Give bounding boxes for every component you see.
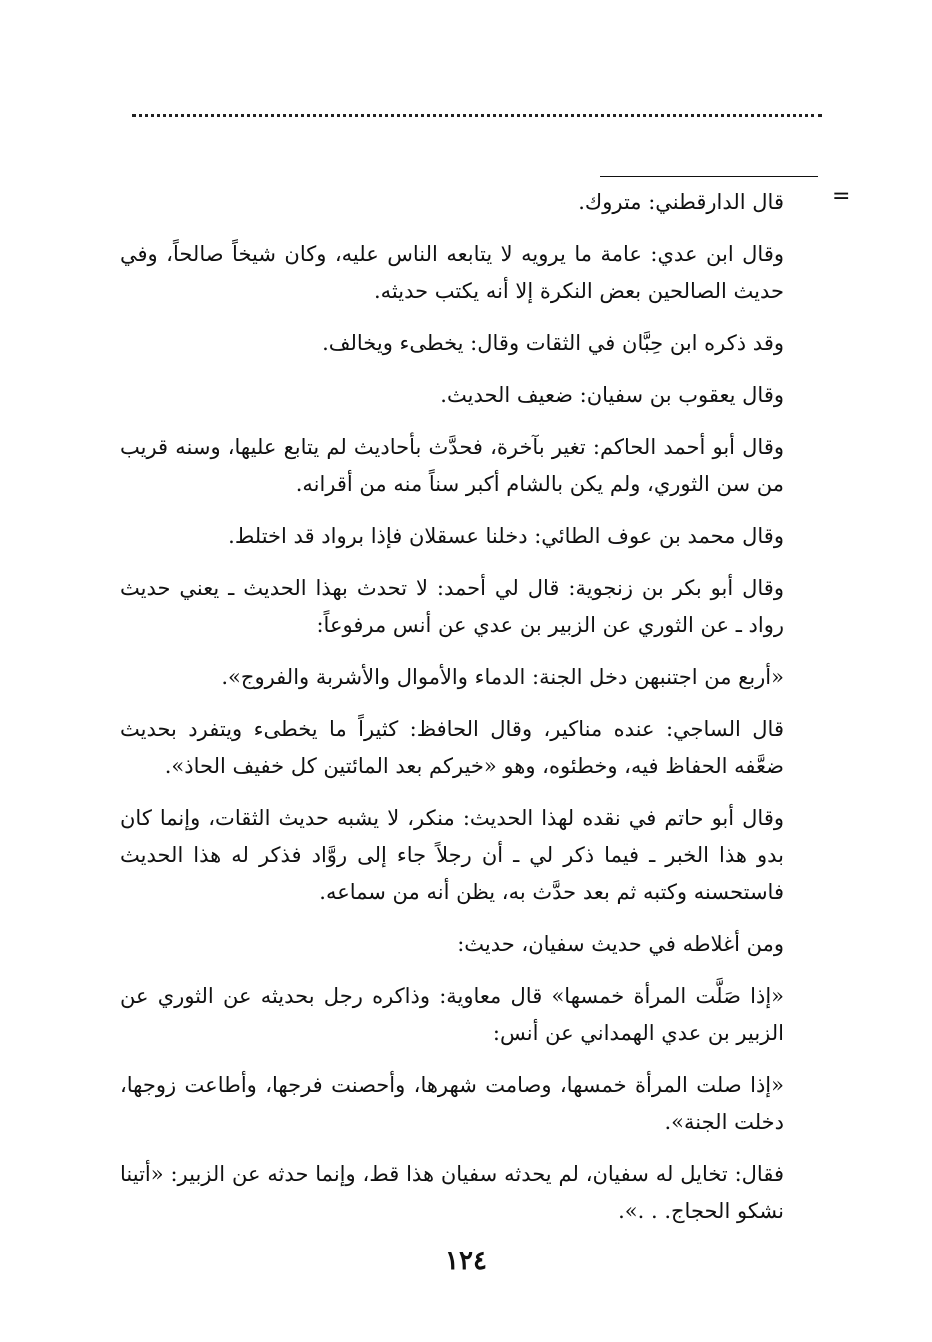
paragraph: ومن أغلاطه في حديث سفيان، حديث:: [457, 932, 784, 956]
paragraph: وقال ابن عدي: عامة ما يرويه لا يتابعه الناس عليه، وكان شيخاً صالحاً، وفي حديث الصالحين بعض النكرة إلا أنه يكتب حديثه.: [120, 242, 784, 303]
quotation-paragraph: «إذا صَلَّت المرأة خمسها» قال معاوية: وذاكره رجل بحديثه عن الثوري عن الزبير بن عدي الهمداني عن أنس:: [120, 984, 784, 1045]
paragraph: فقال: تخايل له سفيان، لم يحدثه سفيان هذا قط، وإنما حدثه عن الزبير: «أتينا نشكو الحجاج. . .».: [120, 1162, 784, 1223]
footnote-body: [120, 184, 784, 1245]
paragraph: وقال محمد بن عوف الطائي: دخلنا عسقلان فإذا برواد قد اختلط.: [228, 524, 784, 548]
quotation-paragraph: «أربع من اجتنبهن دخل الجنة: الدماء والأموال والأشربة والفروج».: [221, 665, 784, 689]
paragraph: وقال أبو أحمد الحاكم: تغير بآخرة، فحدَّث بأحاديث لم يتابع عليها، وسنه قريب من سن الثوري، ولم يكن بالشام أكبر سناً منه من أقرانه.: [120, 435, 784, 496]
footnote-rule: [600, 176, 818, 177]
paragraph: قال الساجي: عنده مناكير، وقال الحافظ: كثيراً ما يخطىء ويتفرد بحديث ضعَّفه الحفاظ فيه، وخطئوه، وهو «خيركم بعد المائتين كل خفيف الحاذ».: [120, 717, 784, 778]
paragraph: وقال أبو بكر بن زنجوية: قال لي أحمد: لا تحدث بهذا الحديث ـ يعني حديث رواد ـ عن الثوري عن الزبير بن عدي عن أنس مرفوعاً:: [120, 576, 784, 637]
paragraph: قال الدارقطني: متروك.: [578, 190, 784, 214]
continuation-marker: =: [832, 184, 851, 209]
dotted-separator: [132, 114, 822, 117]
paragraph: وقال أبو حاتم في نقده لهذا الحديث: منكر، لا يشبه حديث الثقات، وإنما كان بدو هذا الخبر ـ فيما ذكر لي ـ أن رجلاً جاء إلى روَّاد فذكر له هذا الحديث فاستحسنه وكتبه ثم بعد حدَّث به، يظن أنه من سماعه.: [120, 806, 784, 904]
paragraph: وقد ذكره ابن حِبَّان في الثقات وقال: يخطىء ويخالف.: [322, 331, 784, 355]
quotation-paragraph: «إذا صلت المرأة خمسها، وصامت شهرها، وأحصنت فرجها، وأطاعت زوجها، دخلت الجنة».: [120, 1073, 784, 1134]
paragraph: وقال يعقوب بن سفيان: ضعيف الحديث.: [440, 383, 784, 407]
page-number: ١٢٤: [445, 1246, 487, 1276]
